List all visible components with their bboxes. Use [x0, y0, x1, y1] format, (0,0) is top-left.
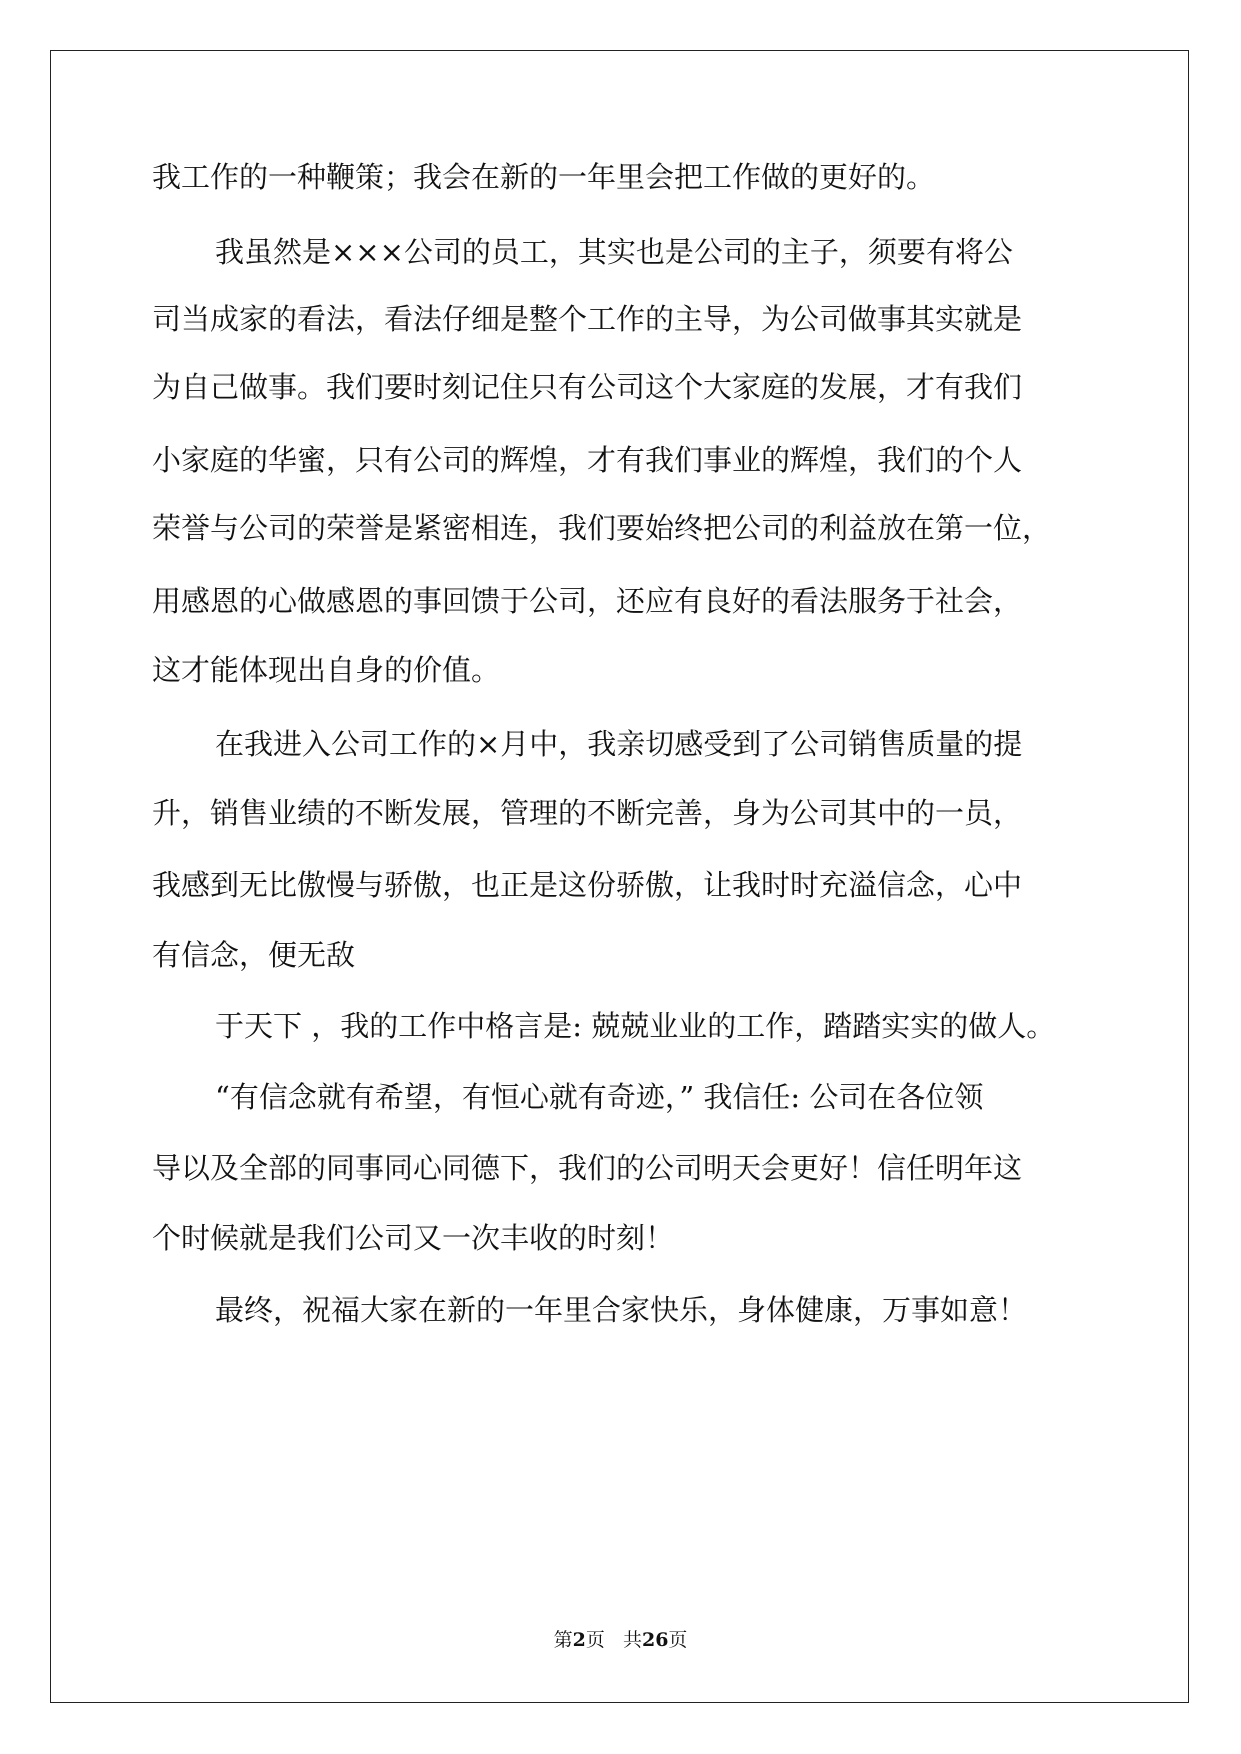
text-line: 司当成家的看法，看法仔细是整个工作的主导，为公司做事其实就是 [152, 302, 1023, 336]
text-line: 个时候就是我们公司又一次丰收的时刻！ [152, 1221, 675, 1255]
text-line: 在我进入公司工作的×月中，我亲切感受到了公司销售质量的提 [215, 727, 1023, 761]
text-line: 用感恩的心做感恩的事回馈于公司，还应有良好的看法服务于社会， [152, 584, 1023, 618]
text-line: 为自己做事。我们要时刻记住只有公司这个大家庭的发展，才有我们 [152, 370, 1023, 404]
text-line: 荣誉与公司的荣誉是紧密相连，我们要始终把公司的利益放在第一位， [152, 511, 1052, 545]
text-line: 这才能体现出自身的价值。 [152, 653, 501, 687]
total-pages: 26 [641, 1629, 669, 1651]
text-line: “有信念就有希望，有恒心就有奇迹，” 我信任: 公司在各位领 [215, 1080, 984, 1114]
text-line: 于天下 ，我的工作中格言是: 兢兢业业的工作，踏踏实实的做人。 [215, 1009, 1056, 1043]
text-line: 最终，祝福大家在新的一年里合家快乐，身体健康，万事如意！ [215, 1293, 1028, 1327]
text-line: 导以及全部的同事同心同德下，我们的公司明天会更好！信任明年这 [152, 1151, 1023, 1185]
page-number: 2 [572, 1629, 586, 1651]
text-line: 我虽然是×××公司的员工，其实也是公司的主子，须要有将公 [215, 235, 1013, 269]
page-prefix: 第 [553, 1629, 573, 1651]
text-line: 我工作的一种鞭策；我会在新的一年里会把工作做的更好的。 [152, 160, 936, 194]
text-line: 我感到无比傲慢与骄傲，也正是这份骄傲，让我时时充溢信念，心中 [152, 868, 1023, 902]
total-prefix: 共 [622, 1629, 642, 1651]
page-footer [0, 1625, 1241, 1652]
total-suffix: 页 [668, 1629, 688, 1651]
page-suffix: 页 [585, 1629, 605, 1651]
text-line: 小家庭的华蜜，只有公司的辉煌，才有我们事业的辉煌，我们的个人 [152, 443, 1023, 477]
text-line: 有信念，便无敌 [152, 938, 356, 972]
text-line: 升，销售业绩的不断发展，管理的不断完善，身为公司其中的一员， [152, 796, 1023, 830]
